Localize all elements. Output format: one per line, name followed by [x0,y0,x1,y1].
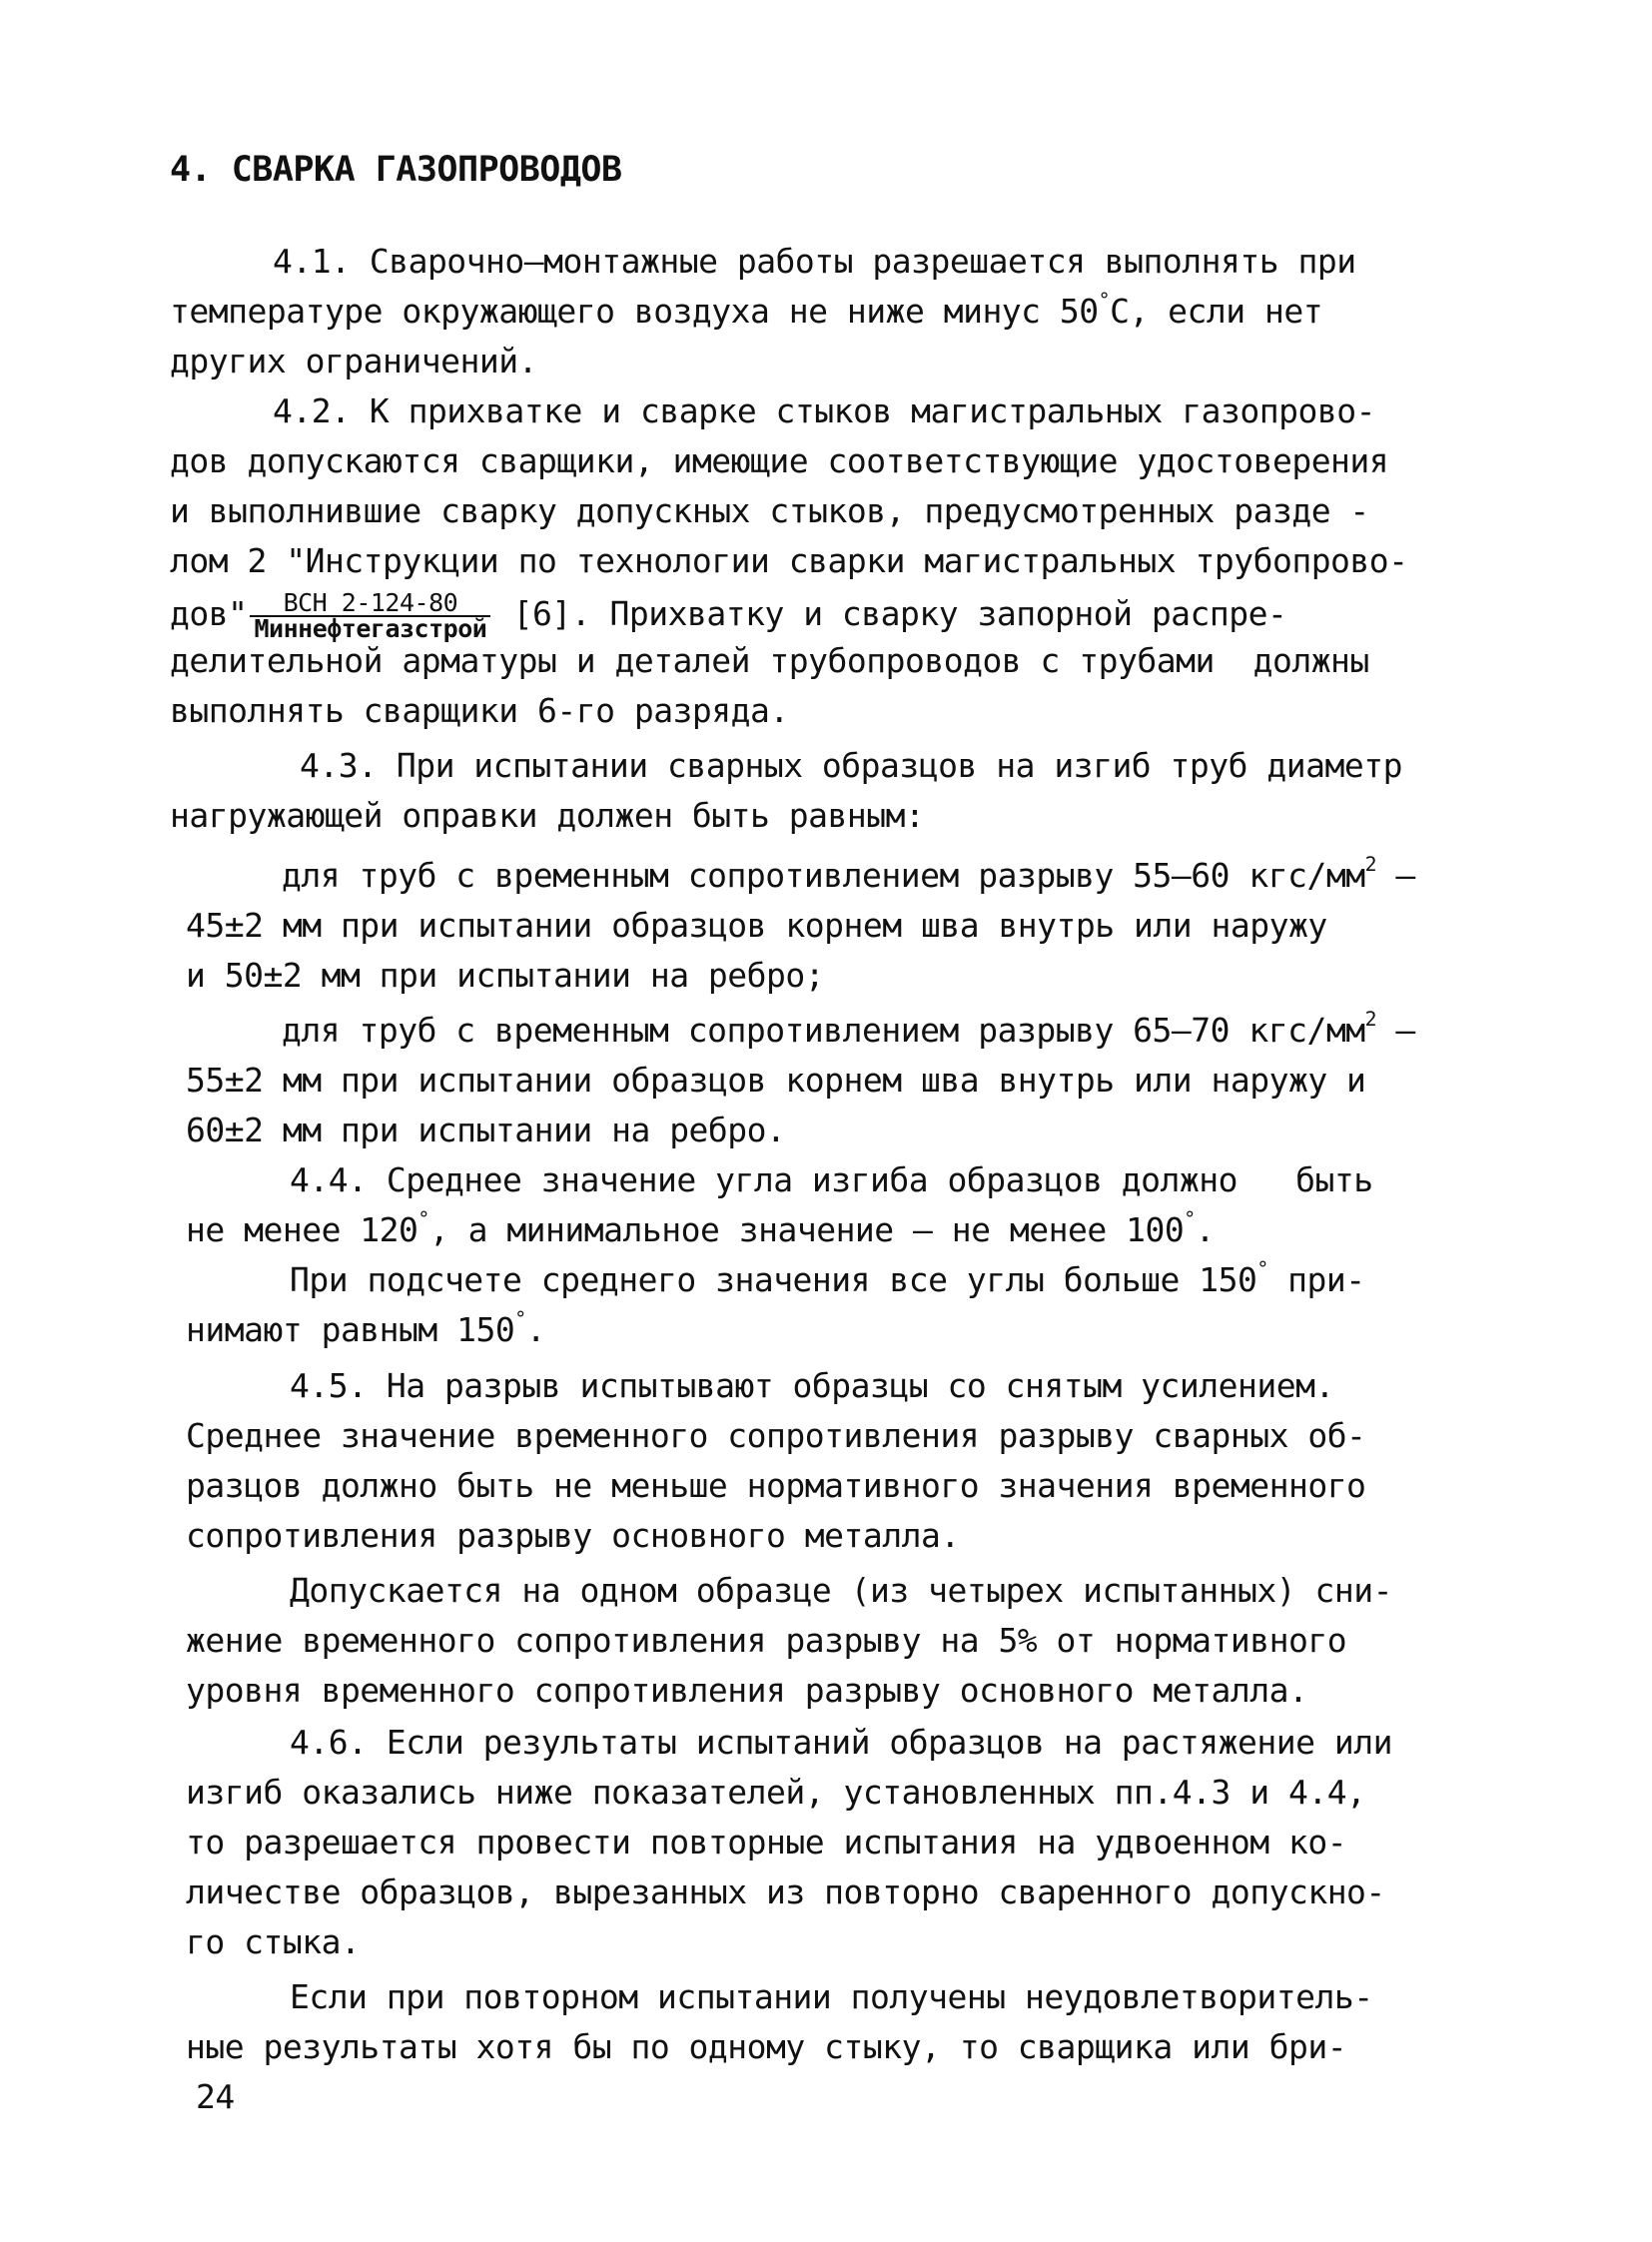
p4-5-line-3: разцов должно быть не меньше нормативного значения временного [186,1466,1366,1505]
p4-3-line-3: для труб с временным сопротивлением разрыву 55–60 кгс/$мм^2$ – [282,853,1415,895]
degree-sign: ° [1098,289,1111,313]
p4-1-line-3: других ограничений. [170,342,537,380]
p4-4-line-2: не менее 120°, а минимальное значение – не менее 100°. [186,1207,1215,1249]
p4-5-line-7: уровня временного сопротивления разрыву основного металла. [186,1671,1308,1710]
p4-4-line-4: нимают равным 150°. [186,1307,546,1349]
p4-4-line-1: 4.4. Среднее значение угла изгиба образцов должно быть [290,1160,1373,1199]
p4-3-line-1: 4.3. При испытании сварных образцов на изгиб труб диаметр [300,746,1402,785]
p4-6-line-6: Если при повторном испытании получены неудовлетворитель- [290,1977,1373,2016]
section-heading: 4. СВАРКА ГАЗОПРОВОДОВ [170,150,622,190]
p4-2-line-1: 4.2. К прихватке и сварке стыков магистральных газопрово- [273,391,1375,430]
p4-3-line-6: для труб с временным сопротивлением разрыву 65–70 кгс/$мм^2$ – [282,1008,1415,1050]
p4-5-line-6: жение временного сопротивления разрыву на 5% от нормативного [186,1621,1347,1660]
p4-2-line-4: лом 2 "Инструкции по технологии сварки магистральных трубопрово- [170,541,1408,580]
p4-3-line-5: и 50±2 мм при испытании на ребро; [186,956,825,995]
page-number: 24 [196,2077,235,2116]
p4-3-line-2: нагружающей оправки должен быть равным: [170,796,925,835]
p4-3-line-8: 60±2 мм при испытании на ребро. [186,1111,786,1149]
p4-6-line-2: изгиб оказались ниже показателей, установленных пп.4.3 и 4.4, [186,1773,1366,1812]
p4-3-line-4: 45±2 мм при испытании образцов корнем шва внутрь или наружу [186,906,1327,945]
p4-5-line-4: сопротивления разрыву основного металла. [186,1516,960,1555]
p4-2-line-3: и выполнившие сварку допускных стыков, предусмотренных разде - [170,491,1369,530]
p4-6-line-5: го стыка. [186,1922,361,1961]
p4-5-line-5: Допускается на одном образце (из четырех испытанных) сни- [290,1571,1392,1610]
p4-5-line-1: 4.5. На разрыв испытывают образцы со снятым усилением. [290,1366,1334,1405]
p4-3-line-7: 55±2 мм при испытании образцов корнем шва внутрь или наружу и [186,1061,1366,1100]
p4-6-line-7: ные результаты хотя бы по одному стыку, то сварщика или бри- [186,2027,1347,2066]
p4-2-line-2: дов допускаются сварщики, имеющие соответствующие удостоверения [170,441,1389,480]
p4-6-line-4: личестве образцов, вырезанных из повторно сваренного допускно- [186,1872,1385,1911]
p4-5-line-2: Среднее значение временного сопротивления разрыву сварных об- [186,1416,1366,1455]
document-code-fraction: $\frac{\text{ВСН 2-124-80}}{\text{Миннефтегазстрой}}$ [250,591,490,641]
p4-4-line-3: При подсчете среднего значения все углы больше 150° при- [290,1257,1365,1299]
p4-2-line-6: делительной арматуры и деталей трубопроводов с трубами должны [170,641,1369,680]
p4-2-line-5: дов" $\frac{\text{ВСН 2-124-80}}{\text{Миннефтегазстрой}}$ [6]. Прихватку и сварку запорной распре- [170,588,1287,643]
p4-6-line-3: то разрешается провести повторные испытания на удвоенном ко- [186,1823,1347,1862]
p4-1-line-2: температуре окружающего воздуха не ниже минус 50°С, если нет [170,289,1323,331]
p4-6-line-1: 4.6. Если результаты испытаний образцов на растяжение или [290,1723,1392,1762]
p4-2-line-7: выполнять сварщики 6-го разряда. [170,691,789,730]
p4-1-line-1: 4.1. Сварочно–монтажные работы разрешается выполнять при [273,242,1356,281]
